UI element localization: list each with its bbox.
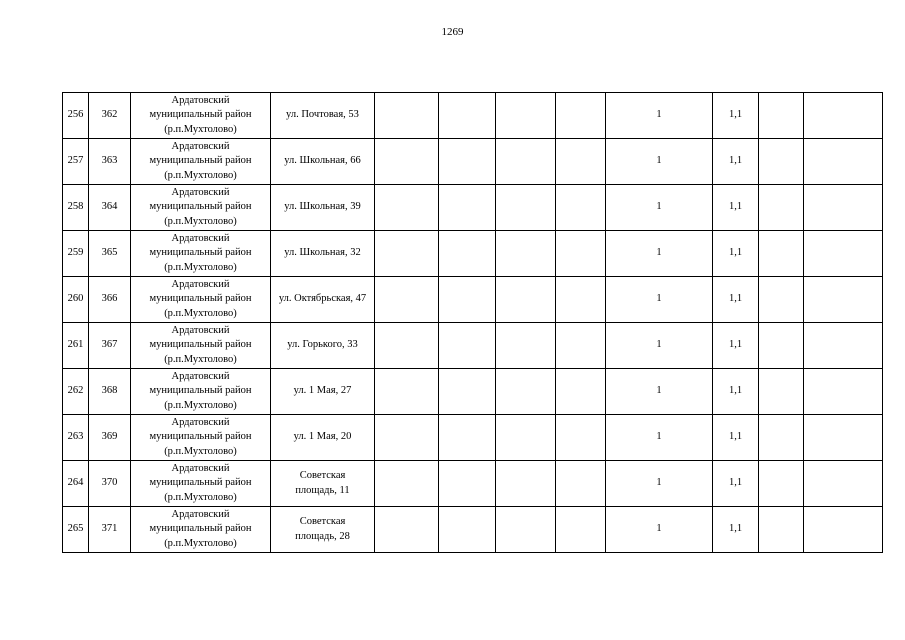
district-line: муниципальный район: [149, 293, 252, 305]
district-cell: [131, 139, 271, 185]
address-line: ул. Школьная, 66: [284, 155, 361, 167]
address-cell: [271, 139, 375, 185]
table-row: [63, 139, 883, 185]
address-line: площадь, 11: [295, 484, 350, 496]
district-line: (р.п.Мухтолово): [164, 123, 237, 135]
empty-cell: [375, 369, 439, 415]
object-id-cell: 370: [89, 461, 131, 507]
address-line: площадь, 28: [295, 530, 350, 542]
district-line: (р.п.Мухтолово): [164, 215, 237, 227]
object-id-cell: 368: [89, 369, 131, 415]
district-cell: [131, 415, 271, 461]
table-row: [63, 185, 883, 231]
district-line: муниципальный район: [149, 385, 252, 397]
table-row: [63, 277, 883, 323]
count-cell: 1: [606, 507, 713, 553]
address-line: ул. Школьная, 39: [284, 201, 361, 213]
count-cell: 1: [606, 369, 713, 415]
page-number: 1269: [441, 26, 464, 38]
empty-cell: [759, 323, 804, 369]
address-line: ул. Школьная, 32: [284, 247, 361, 259]
table-row: [63, 507, 883, 553]
empty-cell: [496, 323, 556, 369]
row-number-cell: 256: [63, 93, 89, 139]
empty-cell: [804, 507, 883, 553]
district-line: Ардатовский: [171, 370, 230, 382]
empty-cell: [804, 461, 883, 507]
district-line: Ардатовский: [171, 324, 230, 336]
empty-cell: [556, 369, 606, 415]
empty-cell: [496, 461, 556, 507]
row-number-cell: 265: [63, 507, 89, 553]
district-line: Ардатовский: [171, 186, 230, 198]
empty-cell: [556, 93, 606, 139]
empty-cell: [375, 277, 439, 323]
empty-cell: [439, 139, 496, 185]
empty-cell: [439, 231, 496, 277]
address-cell: [271, 323, 375, 369]
value-cell: 1,1: [713, 461, 759, 507]
address-line: Советская: [299, 516, 346, 527]
table-body: [63, 93, 883, 553]
count-cell: 1: [606, 185, 713, 231]
district-line: муниципальный район: [149, 247, 252, 259]
empty-cell: [759, 369, 804, 415]
object-id-cell: 366: [89, 277, 131, 323]
empty-cell: [804, 369, 883, 415]
value-cell: 1,1: [713, 185, 759, 231]
empty-cell: [804, 139, 883, 185]
address-line: ул. Почтовая, 53: [286, 109, 359, 121]
count-cell: 1: [606, 323, 713, 369]
district-line: (р.п.Мухтолово): [164, 399, 237, 411]
empty-cell: [496, 93, 556, 139]
empty-cell: [496, 369, 556, 415]
empty-cell: [496, 415, 556, 461]
district-line: Ардатовский: [171, 462, 230, 474]
value-cell: 1,1: [713, 93, 759, 139]
address-line: ул. 1 Мая, 27: [293, 385, 352, 397]
count-cell: 1: [606, 277, 713, 323]
district-line: (р.п.Мухтолово): [164, 307, 237, 319]
empty-cell: [439, 415, 496, 461]
empty-cell: [439, 369, 496, 415]
empty-cell: [496, 277, 556, 323]
empty-cell: [759, 507, 804, 553]
row-number-cell: 264: [63, 461, 89, 507]
empty-cell: [759, 231, 804, 277]
empty-cell: [556, 277, 606, 323]
row-number-cell: 261: [63, 323, 89, 369]
empty-cell: [496, 185, 556, 231]
count-cell: 1: [606, 231, 713, 277]
empty-cell: [375, 461, 439, 507]
value-cell: 1,1: [713, 323, 759, 369]
row-number-cell: 262: [63, 369, 89, 415]
table-row: [63, 93, 883, 139]
district-cell: [131, 507, 271, 553]
empty-cell: [375, 139, 439, 185]
district-line: Ардатовский: [171, 278, 230, 290]
district-line: муниципальный район: [149, 109, 252, 121]
empty-cell: [439, 461, 496, 507]
table-row: [63, 323, 883, 369]
object-id-cell: 367: [89, 323, 131, 369]
empty-cell: [375, 507, 439, 553]
empty-cell: [496, 507, 556, 553]
empty-cell: [556, 415, 606, 461]
value-cell: 1,1: [713, 139, 759, 185]
count-cell: 1: [606, 461, 713, 507]
empty-cell: [439, 185, 496, 231]
address-line: ул. Октябрьская, 47: [278, 293, 367, 305]
empty-cell: [375, 415, 439, 461]
empty-cell: [759, 185, 804, 231]
address-line: ул. 1 Мая, 20: [293, 431, 352, 443]
district-cell: [131, 231, 271, 277]
empty-cell: [375, 323, 439, 369]
district-cell: [131, 369, 271, 415]
district-line: (р.п.Мухтолово): [164, 169, 237, 181]
district-line: муниципальный район: [149, 523, 252, 535]
empty-cell: [759, 139, 804, 185]
object-id-cell: 365: [89, 231, 131, 277]
empty-cell: [556, 231, 606, 277]
empty-cell: [759, 93, 804, 139]
address-cell: [271, 369, 375, 415]
empty-cell: [759, 277, 804, 323]
empty-cell: [759, 461, 804, 507]
empty-cell: [556, 507, 606, 553]
district-line: (р.п.Мухтолово): [164, 491, 237, 503]
empty-cell: [804, 277, 883, 323]
row-number-cell: 258: [63, 185, 89, 231]
empty-cell: [496, 139, 556, 185]
address-cell: [271, 461, 375, 507]
address-line: ул. Горького, 33: [287, 339, 358, 351]
empty-cell: [804, 185, 883, 231]
district-cell: [131, 93, 271, 139]
district-line: (р.п.Мухтолово): [164, 445, 237, 457]
district-line: муниципальный район: [149, 431, 252, 443]
district-cell: [131, 185, 271, 231]
table-row: [63, 369, 883, 415]
empty-cell: [804, 415, 883, 461]
district-line: (р.п.Мухтолово): [164, 261, 237, 273]
table-row: [63, 231, 883, 277]
object-id-cell: 369: [89, 415, 131, 461]
value-cell: 1,1: [713, 231, 759, 277]
district-line: Ардатовский: [171, 140, 230, 152]
district-line: Ардатовский: [171, 508, 230, 520]
empty-cell: [375, 231, 439, 277]
value-cell: 1,1: [713, 415, 759, 461]
district-line: (р.п.Мухтолово): [164, 353, 237, 365]
value-cell: 1,1: [713, 507, 759, 553]
district-line: муниципальный район: [149, 201, 252, 213]
empty-cell: [496, 231, 556, 277]
value-cell: 1,1: [713, 277, 759, 323]
address-cell: [271, 231, 375, 277]
empty-cell: [556, 139, 606, 185]
count-cell: 1: [606, 415, 713, 461]
empty-cell: [375, 93, 439, 139]
row-number-cell: 260: [63, 277, 89, 323]
empty-cell: [804, 93, 883, 139]
row-number-cell: 259: [63, 231, 89, 277]
object-id-cell: 362: [89, 93, 131, 139]
empty-cell: [439, 507, 496, 553]
district-line: муниципальный район: [149, 477, 252, 489]
address-cell: [271, 277, 375, 323]
address-cell: [271, 507, 375, 553]
address-cell: [271, 185, 375, 231]
value-cell: 1,1: [713, 369, 759, 415]
row-number-cell: 263: [63, 415, 89, 461]
empty-cell: [439, 93, 496, 139]
object-id-cell: 364: [89, 185, 131, 231]
address-cell: [271, 415, 375, 461]
empty-cell: [804, 323, 883, 369]
empty-cell: [556, 323, 606, 369]
count-cell: 1: [606, 139, 713, 185]
table-row: [63, 461, 883, 507]
empty-cell: [439, 277, 496, 323]
empty-cell: [439, 323, 496, 369]
count-cell: 1: [606, 93, 713, 139]
address-cell: [271, 93, 375, 139]
district-cell: [131, 277, 271, 323]
district-line: Ардатовский: [171, 416, 230, 428]
object-id-cell: 363: [89, 139, 131, 185]
empty-cell: [556, 461, 606, 507]
empty-cell: [804, 231, 883, 277]
district-line: Ардатовский: [171, 232, 230, 244]
registry-table: [62, 92, 883, 553]
empty-cell: [759, 415, 804, 461]
object-id-cell: 371: [89, 507, 131, 553]
district-line: муниципальный район: [149, 155, 252, 167]
district-cell: [131, 323, 271, 369]
district-line: муниципальный район: [149, 339, 252, 351]
empty-cell: [556, 185, 606, 231]
empty-cell: [375, 185, 439, 231]
table-row: [63, 415, 883, 461]
address-line: Советская: [299, 470, 346, 481]
row-number-cell: 257: [63, 139, 89, 185]
district-line: (р.п.Мухтолово): [164, 537, 237, 549]
district-line: Ардатовский: [171, 94, 230, 106]
district-cell: [131, 461, 271, 507]
